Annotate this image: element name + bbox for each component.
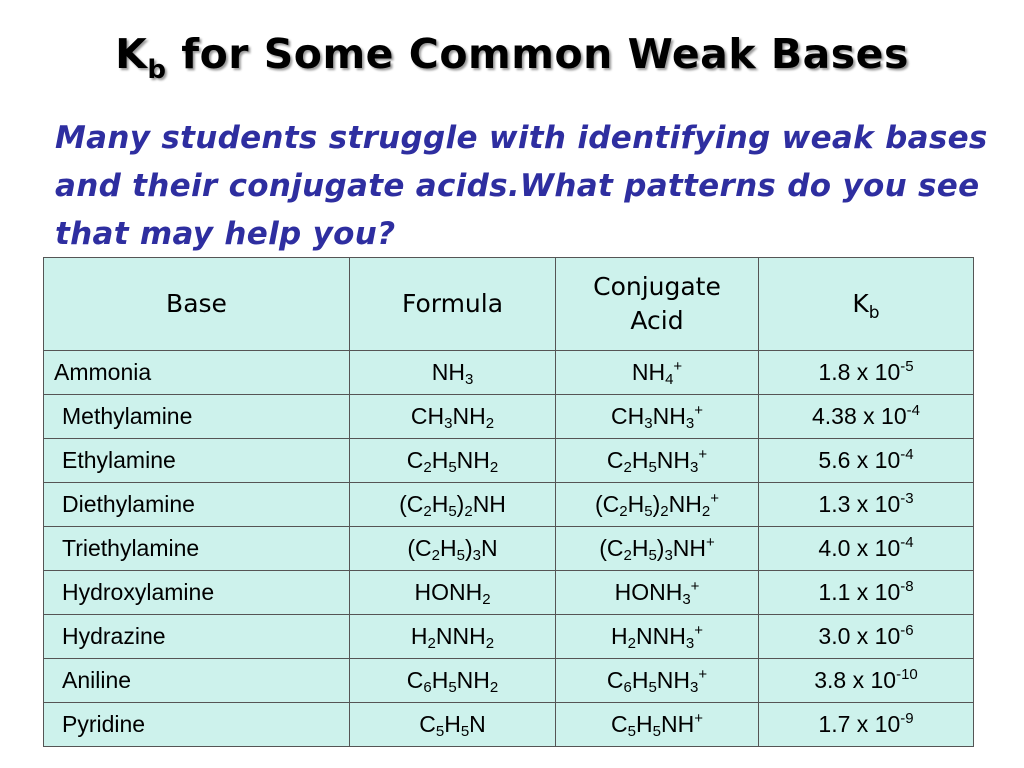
cell-base-name: Methylamine	[44, 395, 350, 439]
table-rows-8-conjugate-superscript: +	[694, 710, 703, 727]
table-rows-8-formula-text: N	[469, 711, 486, 737]
table-rows-8-formula-text: C	[419, 711, 436, 737]
cell-formula	[350, 395, 556, 439]
cell-kb-value	[759, 703, 974, 747]
cell-kb-value	[759, 659, 974, 703]
table-rows-6-formula-text: H	[410, 623, 428, 649]
table-rows-1-conjugate-subscript: 3	[644, 415, 653, 432]
cell-kb-value	[759, 527, 974, 571]
title-subscript-b: b	[147, 55, 167, 85]
cell-base-name: Hydrazine	[44, 615, 350, 659]
table-rows-7-conjugate-subscript: 3	[690, 679, 699, 696]
cell-formula	[350, 659, 556, 703]
table-rows-6-formula-subscript: 2	[485, 635, 495, 652]
table-row	[44, 439, 974, 483]
table-rows-4-formula-text: N	[480, 535, 498, 561]
cell-conjugate-acid	[556, 703, 759, 747]
header-conjugate-line2: Acid	[630, 306, 684, 335]
table-rows-8-conjugate-text: H	[636, 711, 653, 737]
cell-conjugate-acid	[556, 571, 759, 615]
table-rows-1-formula-text: NH	[452, 403, 486, 429]
table-rows-7-conjugate-text: H	[631, 667, 649, 693]
table-rows-3-conjugate-subscript: 2	[660, 503, 669, 520]
table-rows-4-conjugate-text: )	[656, 535, 665, 561]
table-rows-2-formula-subscript: 5	[448, 459, 457, 476]
cell-conjugate-acid	[556, 615, 759, 659]
cell-formula	[350, 615, 556, 659]
table-rows-2-conjugate-superscript: +	[698, 446, 708, 463]
cell-formula	[350, 703, 556, 747]
table-rows-1-conjugate-text: NH	[652, 403, 686, 429]
table-rows-4-conjugate-subscript: 2	[623, 547, 632, 564]
table-rows-3-conjugate-subscript: 2	[701, 503, 711, 520]
table-rows-6-conjugate-subscript: 3	[685, 635, 695, 652]
header-base: Base	[44, 258, 350, 351]
table-rows-7-formula-subscript: 5	[448, 679, 457, 696]
table-rows-4-conjugate-text: (C	[599, 535, 624, 561]
table-rows-4-conjugate-text: NH	[672, 535, 707, 561]
kb-exponent: -4	[906, 402, 920, 419]
table-rows-7-formula-subscript: 2	[489, 679, 499, 696]
cell-conjugate-acid	[556, 439, 759, 483]
cell-base-name: Hydroxylamine	[44, 571, 350, 615]
kb-exponent: -9	[900, 710, 914, 727]
cell-conjugate-acid	[556, 395, 759, 439]
header-conjugate-acid	[556, 258, 759, 351]
kb-mantissa: 1.8 x 10	[818, 359, 901, 385]
table-rows-6-conjugate-superscript: +	[694, 622, 703, 639]
kb-exponent: -4	[900, 534, 914, 551]
table-row	[44, 615, 974, 659]
table-rows-2-formula-subscript: 2	[423, 459, 432, 476]
table-rows-4-conjugate-subscript: 5	[648, 547, 657, 564]
table-rows-7-formula-subscript: 6	[423, 679, 432, 696]
table-rows-7-conjugate-subscript: 6	[623, 679, 632, 696]
cell-kb-value	[759, 615, 974, 659]
table-rows-0-conjugate-text: NH	[631, 359, 666, 385]
header-kb-subscript: b	[868, 303, 880, 323]
cell-kb-value	[759, 483, 974, 527]
table-rows-7-conjugate-superscript: +	[698, 666, 708, 683]
kb-mantissa: 1.7 x 10	[818, 711, 901, 737]
table-rows-3-formula-text: NH	[472, 491, 506, 517]
table-rows-5-conjugate-superscript: +	[690, 578, 700, 595]
table-row	[44, 659, 974, 703]
table-rows-3-formula-text: H	[431, 491, 449, 517]
cell-base-name: Triethylamine	[44, 527, 350, 571]
table-rows-0-conjugate-subscript: 4	[665, 371, 674, 388]
kb-exponent: -10	[896, 666, 918, 683]
header-formula: Formula	[350, 258, 556, 351]
table-rows-4-formula-subscript: 5	[456, 547, 465, 564]
table-rows-3-conjugate-text: )	[652, 491, 661, 517]
table-rows-5-formula-subscript: 2	[482, 591, 491, 608]
cell-kb-value	[759, 351, 974, 395]
cell-formula	[350, 439, 556, 483]
table-rows-6-conjugate-text: NNH	[636, 623, 686, 649]
table-rows-2-conjugate-subscript: 3	[690, 459, 699, 476]
kb-exponent: -8	[900, 578, 914, 595]
cell-base-name: Pyridine	[44, 703, 350, 747]
table-rows-1-conjugate-text: CH	[611, 403, 645, 429]
table-rows-1-formula-subscript: 3	[444, 415, 453, 432]
cell-conjugate-acid	[556, 351, 759, 395]
table-rows-7-conjugate-text: C	[606, 667, 624, 693]
table-rows-5-conjugate-subscript: 3	[682, 591, 691, 608]
table-row	[44, 395, 974, 439]
table-rows-2-conjugate-subscript: 5	[648, 459, 657, 476]
table-rows-2-formula-text: NH	[456, 447, 490, 473]
table-rows-6-conjugate-text: H	[611, 623, 628, 649]
table-rows-8-formula-text: H	[444, 711, 461, 737]
table-rows-6-formula-text: NNH	[435, 623, 486, 649]
table-row	[44, 351, 974, 395]
header-conjugate-line1: Conjugate	[593, 272, 721, 301]
table-rows-7-formula-text: NH	[456, 667, 490, 693]
table-rows-8-formula-subscript: 5	[460, 723, 470, 740]
kb-exponent: -5	[900, 358, 914, 375]
table-rows-4-conjugate-text: H	[631, 535, 649, 561]
table-rows-3-formula-text: )	[456, 491, 465, 517]
title-k: K	[115, 30, 148, 78]
table-row	[44, 527, 974, 571]
cell-base-name: Ethylamine	[44, 439, 350, 483]
table-body	[44, 351, 974, 747]
table-rows-0-formula-subscript: 3	[464, 371, 474, 388]
table-rows-1-conjugate-superscript: +	[694, 402, 703, 419]
table-rows-8-conjugate-text: NH	[660, 711, 695, 737]
cell-conjugate-acid	[556, 483, 759, 527]
table-row	[44, 483, 974, 527]
table-row	[44, 571, 974, 615]
kb-mantissa: 1.3 x 10	[818, 491, 901, 517]
table-rows-3-conjugate-text: (C	[595, 491, 620, 517]
cell-formula	[350, 571, 556, 615]
table-rows-8-conjugate-text: C	[611, 711, 628, 737]
table-rows-7-formula-text: H	[431, 667, 449, 693]
intro-question: Many students struggle with identifying weak bases and their conjugate acids.What patterns do you see that may help you?	[55, 120, 988, 252]
kb-mantissa: 4.38 x 10	[812, 403, 907, 429]
kb-table	[43, 257, 974, 747]
cell-base-name: Diethylamine	[44, 483, 350, 527]
table-rows-6-conjugate-subscript: 2	[627, 635, 636, 652]
table-rows-4-formula-text: )	[464, 535, 473, 561]
table-rows-3-conjugate-text: H	[627, 491, 645, 517]
table-rows-4-formula-text: (C	[407, 535, 432, 561]
kb-exponent: -4	[900, 446, 914, 463]
table-rows-2-conjugate-subscript: 2	[623, 459, 632, 476]
table-rows-8-conjugate-subscript: 5	[627, 723, 636, 740]
table-rows-3-conjugate-subscript: 2	[619, 503, 628, 520]
table-rows-5-formula-text: HONH	[414, 579, 483, 605]
table-rows-3-formula-subscript: 2	[423, 503, 432, 520]
table-rows-6-formula-subscript: 2	[427, 635, 436, 652]
cell-base-name: Ammonia	[44, 351, 350, 395]
table-rows-0-formula-text: NH	[431, 359, 465, 385]
slide-title	[0, 30, 1024, 85]
table-rows-4-formula-subscript: 2	[431, 547, 440, 564]
table-rows-4-conjugate-subscript: 3	[664, 547, 673, 564]
cell-formula	[350, 483, 556, 527]
table-rows-3-conjugate-superscript: +	[710, 490, 719, 507]
table-rows-1-conjugate-subscript: 3	[685, 415, 695, 432]
kb-mantissa: 3.8 x 10	[814, 667, 897, 693]
table-rows-2-conjugate-text: NH	[656, 447, 691, 473]
table-rows-7-formula-text: C	[406, 667, 424, 693]
table-rows-3-conjugate-text: NH	[668, 491, 702, 517]
table-rows-7-conjugate-text: NH	[656, 667, 691, 693]
table-rows-0-conjugate-superscript: +	[673, 358, 683, 375]
table-rows-3-formula-text: (C	[399, 491, 424, 517]
table-rows-5-conjugate-text: HONH	[614, 579, 683, 605]
table-rows-4-formula-text: H	[440, 535, 457, 561]
title-rest: for Some Common Weak Bases	[166, 30, 909, 78]
table-rows-8-conjugate-subscript: 5	[652, 723, 661, 740]
table-rows-3-formula-subscript: 2	[464, 503, 473, 520]
header-kb: $K_b$	[759, 258, 974, 351]
cell-kb-value	[759, 439, 974, 483]
table-rows-3-conjugate-subscript: 5	[644, 503, 653, 520]
table-rows-1-formula-subscript: 2	[485, 415, 495, 432]
cell-formula	[350, 527, 556, 571]
cell-kb-value	[759, 395, 974, 439]
kb-exponent: -6	[900, 622, 914, 639]
table-rows-3-formula-subscript: 5	[448, 503, 457, 520]
kb-mantissa: 3.0 x 10	[818, 623, 901, 649]
table-rows-2-conjugate-text: H	[631, 447, 649, 473]
table-rows-2-formula-text: H	[431, 447, 449, 473]
kb-mantissa: 4.0 x 10	[818, 535, 901, 561]
cell-kb-value	[759, 571, 974, 615]
table-header-row	[44, 258, 974, 351]
table-rows-1-formula-text: CH	[410, 403, 445, 429]
table-rows-7-conjugate-subscript: 5	[648, 679, 657, 696]
cell-formula	[350, 351, 556, 395]
table-rows-8-formula-subscript: 5	[435, 723, 445, 740]
kb-exponent: -3	[900, 490, 914, 507]
table-row	[44, 703, 974, 747]
table-rows-4-formula-subscript: 3	[472, 547, 481, 564]
table-rows-2-conjugate-text: C	[606, 447, 624, 473]
cell-conjugate-acid	[556, 659, 759, 703]
table-rows-2-formula-text: C	[406, 447, 424, 473]
kb-mantissa: 5.6 x 10	[818, 447, 901, 473]
cell-conjugate-acid	[556, 527, 759, 571]
table-rows-4-conjugate-superscript: +	[706, 534, 715, 551]
kb-mantissa: 1.1 x 10	[818, 579, 901, 605]
table-rows-2-formula-subscript: 2	[489, 459, 499, 476]
cell-base-name: Aniline	[44, 659, 350, 703]
